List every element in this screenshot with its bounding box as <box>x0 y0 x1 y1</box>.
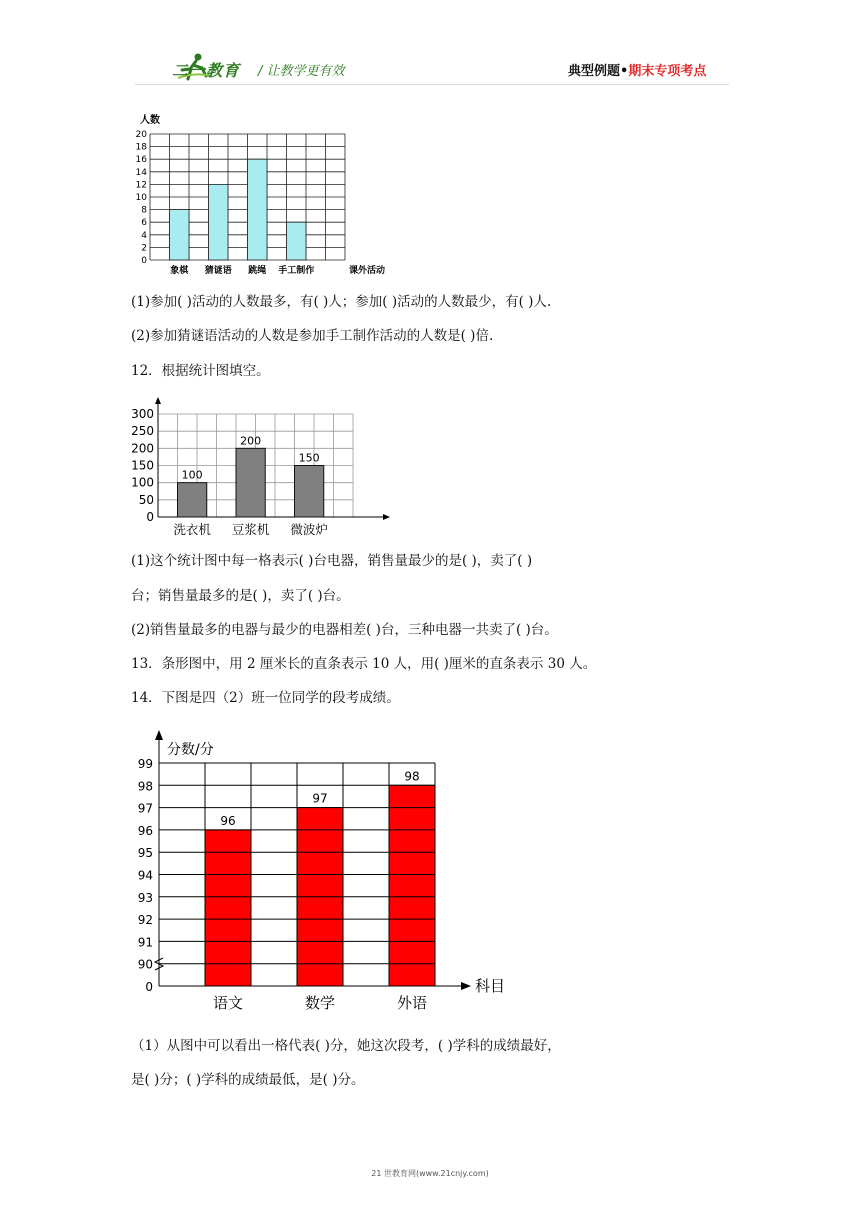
bar <box>205 830 251 986</box>
header-category-highlight: 期末专项考点 <box>628 64 707 79</box>
q12-part1-line1: (1)这个统计图中每一格表示( )台电器，销售量最少的是( )，卖了( ) <box>131 553 533 569</box>
y-tick-label: 8 <box>141 205 147 216</box>
y-tick-label: 99 <box>137 757 153 771</box>
header-category <box>568 60 706 79</box>
header-category-label: 典型例题• <box>568 64 629 79</box>
y-tick-label: 94 <box>137 868 153 883</box>
data-label: 96 <box>220 813 236 828</box>
data-label: 100 <box>181 468 203 482</box>
x-axis-arrow <box>461 982 471 990</box>
bar <box>248 159 268 260</box>
y-tick-label: 95 <box>137 846 153 861</box>
y-tick-label: 10 <box>135 193 147 203</box>
y-tick-label: 100 <box>131 475 154 490</box>
y-tick-label: 0 <box>145 980 153 994</box>
q14-part1-line1: （1）从图中可以看出一格代表( )分，她这次段考，( )学科的成绩最好， <box>131 1038 561 1054</box>
y-axis-arrow <box>155 730 163 740</box>
y-axis-arrow <box>155 397 161 404</box>
x-tick-label: 猜谜语 <box>204 266 232 276</box>
y-tick-label: 16 <box>135 155 147 166</box>
y-tick-label: 2 <box>141 243 147 254</box>
y-tick-label: 91 <box>137 935 153 950</box>
x-tick-label: 外语 <box>396 994 428 1012</box>
y-tick-label: 90 <box>137 957 153 972</box>
x-axis-label: 科目 <box>475 977 506 995</box>
x-tick-label: 语文 <box>212 994 244 1012</box>
y-tick-label: 6 <box>141 218 147 229</box>
bar <box>287 222 307 260</box>
q14-title: 14．下图是四（2）班一位同学的段考成绩。 <box>131 690 400 706</box>
y-tick-label: 98 <box>137 779 153 794</box>
y-tick-label: 96 <box>137 823 153 838</box>
logo-text: 二一教育 <box>172 61 241 80</box>
data-label: 200 <box>240 434 262 448</box>
x-tick-label: 微波炉 <box>290 522 328 537</box>
y-tick-label: 92 <box>137 913 153 928</box>
q13-text: 13．条形图中，用 2 厘米长的直条表示 10 人，用( )厘米的直条表示 30 人。 <box>131 656 597 672</box>
y-tick-label: 0 <box>141 256 147 266</box>
y-tick-label: 200 <box>131 441 154 456</box>
bar <box>295 466 324 518</box>
y-tick-label: 18 <box>135 142 147 153</box>
y-tick-label: 93 <box>137 890 153 905</box>
y-tick-label: 20 <box>135 130 147 140</box>
y-tick-label: 250 <box>131 424 154 439</box>
x-axis-label: 课外活动 <box>349 266 386 276</box>
y-tick-label: 50 <box>138 492 154 507</box>
x-tick-label: 象棋 <box>170 266 189 276</box>
y-tick-label: 4 <box>141 230 147 241</box>
y-axis-label: 分数/分 <box>167 742 214 758</box>
bar <box>178 483 207 517</box>
page-footer: 21 世教育网(www.21cnjy.com) <box>371 1169 489 1178</box>
bar <box>170 210 190 260</box>
y-tick-label: 0 <box>146 510 154 524</box>
bar <box>389 785 435 986</box>
x-axis-arrow <box>383 514 390 520</box>
bar <box>236 448 265 517</box>
q12-part2: (2)销售量最多的电器与最少的电器相差( )台，三种电器一共卖了( )台。 <box>131 622 558 638</box>
y-tick-label: 150 <box>131 458 154 473</box>
x-tick-label: 手工制作 <box>278 266 315 276</box>
q12-part1-line2: 台；销售量最多的是( )，卖了( )台。 <box>131 588 350 604</box>
y-tick-label: 14 <box>135 167 147 178</box>
x-tick-label: 跳绳 <box>248 266 267 276</box>
exam-score-chart <box>125 728 515 1013</box>
data-label: 150 <box>298 451 320 465</box>
q11-part2: (2)参加猜谜语活动的人数是参加手工制作活动的人数是( )倍. <box>131 328 494 344</box>
data-label: 97 <box>312 791 328 806</box>
y-tick-label: 12 <box>135 180 147 191</box>
header-slogan: / 让教学更有效 <box>258 64 345 79</box>
data-label: 98 <box>404 769 420 784</box>
y-axis-label: 人数 <box>140 115 160 126</box>
q12-title: 12．根据统计图填空。 <box>131 363 270 379</box>
y-tick-label: 300 <box>131 407 154 421</box>
x-tick-label: 洗衣机 <box>173 522 211 537</box>
appliance-sales-chart <box>125 395 395 543</box>
q14-part1-line2: 是( )分；( )学科的成绩最低，是( )分。 <box>131 1072 365 1088</box>
x-tick-label: 豆浆机 <box>231 522 270 537</box>
q11-part1: (1)参加( )活动的人数最多，有( )人；参加( )活动的人数最少，有( )人. <box>131 294 552 310</box>
header-divider <box>135 84 729 85</box>
y-tick-label: 97 <box>137 801 153 816</box>
activity-bar-chart <box>125 110 395 280</box>
bar <box>209 184 229 260</box>
x-tick-label: 数学 <box>304 994 336 1012</box>
